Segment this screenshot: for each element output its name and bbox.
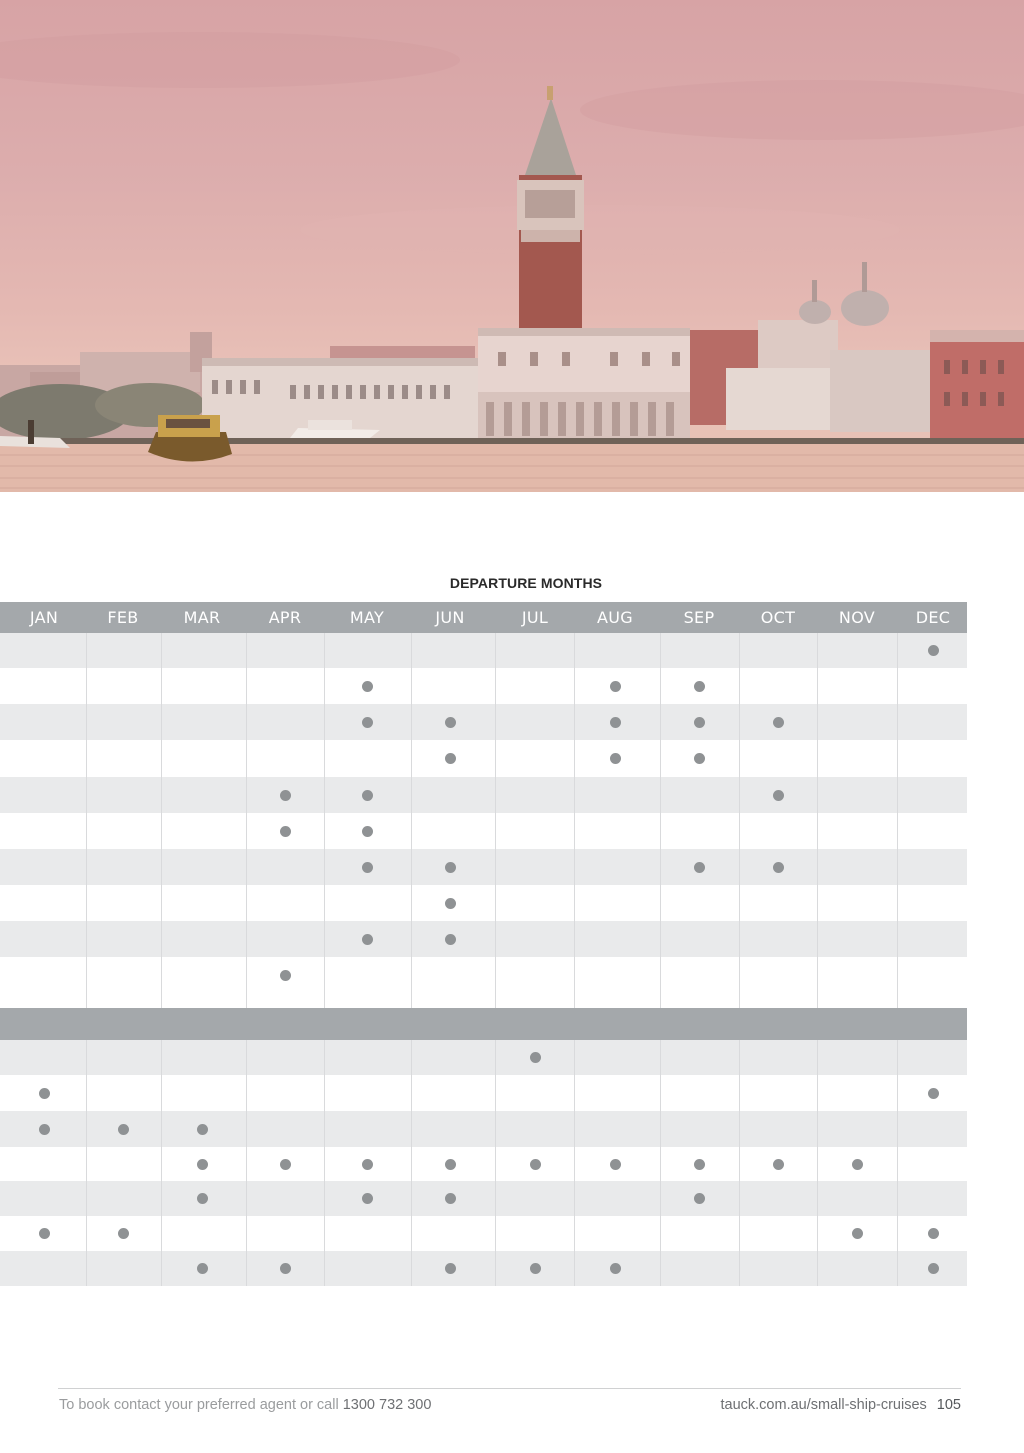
column-divider xyxy=(411,633,412,1008)
departure-dot-mar xyxy=(197,1263,208,1274)
column-divider xyxy=(495,633,496,1008)
departure-dot-jul xyxy=(530,1052,541,1063)
month-header-nov: NOV xyxy=(838,608,876,627)
departure-dot-mar xyxy=(197,1159,208,1170)
website-link[interactable]: tauck.com.au/small-ship-cruises xyxy=(720,1397,927,1413)
departure-dot-sep xyxy=(694,681,705,692)
departure-dot-nov xyxy=(852,1228,863,1239)
departure-dot-may xyxy=(362,826,373,837)
departure-dot-feb xyxy=(118,1228,129,1239)
departure-dot-jan xyxy=(39,1124,50,1135)
phone-number[interactable]: 1300 732 300 xyxy=(342,1397,432,1413)
schedule-group2-row xyxy=(0,1251,967,1286)
departure-dot-nov xyxy=(852,1159,863,1170)
departure-dot-mar xyxy=(197,1124,208,1135)
departure-dot-apr xyxy=(280,1159,291,1170)
departure-dot-jul xyxy=(530,1159,541,1170)
month-header-jun: JUN xyxy=(435,608,465,627)
departure-dot-jun xyxy=(445,717,456,728)
schedule-group2-row xyxy=(0,1147,967,1181)
departure-dot-dec xyxy=(928,645,939,656)
departure-dot-apr xyxy=(280,790,291,801)
column-divider xyxy=(161,1040,162,1286)
schedule-group1-row xyxy=(0,633,967,668)
schedule-group1-row xyxy=(0,849,967,885)
departure-dot-oct xyxy=(773,717,784,728)
hero-photo xyxy=(0,0,1024,492)
schedule-group1-row xyxy=(0,957,967,1008)
departure-dot-feb xyxy=(118,1124,129,1135)
departure-dot-apr xyxy=(280,826,291,837)
column-divider xyxy=(324,633,325,1008)
month-header-aug: AUG xyxy=(597,608,633,627)
departure-dot-aug xyxy=(610,1263,621,1274)
month-header-may: MAY xyxy=(349,608,385,627)
schedule-group2-row xyxy=(0,1040,967,1075)
column-divider xyxy=(86,633,87,1008)
column-divider xyxy=(324,1040,325,1286)
departure-dot-aug xyxy=(610,753,621,764)
schedule-group1-row xyxy=(0,668,967,704)
departure-dot-aug xyxy=(610,681,621,692)
column-divider xyxy=(739,1040,740,1286)
schedule-group2-row xyxy=(0,1075,967,1111)
departure-dot-may xyxy=(362,862,373,873)
month-header-sep: SEP xyxy=(683,608,715,627)
schedule-group2-row xyxy=(0,1111,967,1147)
section-divider-bar xyxy=(0,1008,967,1040)
departure-dot-aug xyxy=(610,1159,621,1170)
departure-dot-jun xyxy=(445,934,456,945)
departure-dot-may xyxy=(362,681,373,692)
departure-dot-sep xyxy=(694,753,705,764)
month-header-jul: JUL xyxy=(521,608,549,627)
departure-dot-apr xyxy=(280,1263,291,1274)
month-header-jan: JAN xyxy=(29,608,59,627)
schedule-group1-row xyxy=(0,704,967,740)
schedule-group1-row xyxy=(0,813,967,849)
schedule-group1-row xyxy=(0,885,967,921)
departure-dot-jun xyxy=(445,862,456,873)
month-header-row xyxy=(0,602,967,633)
schedule-group1-row xyxy=(0,921,967,957)
page-number: 105 xyxy=(936,1397,961,1413)
month-header-mar: MAR xyxy=(183,608,221,627)
column-divider xyxy=(495,1040,496,1286)
column-divider xyxy=(817,633,818,1008)
departure-dot-may xyxy=(362,790,373,801)
departure-dot-jun xyxy=(445,1159,456,1170)
booking-contact-text: To book contact your preferred agent or call xyxy=(59,1397,343,1413)
month-header-feb: FEB xyxy=(107,608,139,627)
departure-dot-sep xyxy=(694,862,705,873)
column-divider xyxy=(897,633,898,1008)
departure-dot-sep xyxy=(694,1193,705,1204)
column-divider xyxy=(574,1040,575,1286)
departure-dot-jun xyxy=(445,1263,456,1274)
departure-dot-dec xyxy=(928,1263,939,1274)
departure-dot-mar xyxy=(197,1193,208,1204)
departure-dot-sep xyxy=(694,717,705,728)
month-header-apr: APR xyxy=(268,608,302,627)
column-divider xyxy=(161,633,162,1008)
month-header-oct: OCT xyxy=(760,608,796,627)
departure-dot-dec xyxy=(928,1088,939,1099)
column-divider xyxy=(246,633,247,1008)
column-divider xyxy=(897,1040,898,1286)
departure-dot-may xyxy=(362,717,373,728)
departure-dot-may xyxy=(362,1159,373,1170)
departure-months-title: DEPARTURE MONTHS xyxy=(449,575,603,591)
column-divider xyxy=(86,1040,87,1286)
departure-dot-dec xyxy=(928,1228,939,1239)
departure-dot-jun xyxy=(445,898,456,909)
column-divider xyxy=(660,1040,661,1286)
month-header-dec: DEC xyxy=(915,608,951,627)
column-divider xyxy=(660,633,661,1008)
departure-dot-may xyxy=(362,934,373,945)
departure-dot-jan xyxy=(39,1088,50,1099)
schedule-group2-row xyxy=(0,1181,967,1216)
departure-dot-apr xyxy=(280,970,291,981)
venice-skyline-illustration xyxy=(0,0,1024,492)
departure-dot-may xyxy=(362,1193,373,1204)
column-divider xyxy=(411,1040,412,1286)
schedule-group1-row xyxy=(0,777,967,813)
departure-dot-oct xyxy=(773,1159,784,1170)
footer-website-block xyxy=(721,1397,962,1413)
column-divider xyxy=(574,633,575,1008)
footer-divider xyxy=(58,1388,961,1389)
departure-dot-jan xyxy=(39,1228,50,1239)
departure-dot-jul xyxy=(530,1263,541,1274)
column-divider xyxy=(739,633,740,1008)
schedule-group2-row xyxy=(0,1216,967,1251)
departure-dot-oct xyxy=(773,862,784,873)
departure-dot-oct xyxy=(773,790,784,801)
departure-dot-jun xyxy=(445,1193,456,1204)
departure-dot-aug xyxy=(610,717,621,728)
column-divider xyxy=(246,1040,247,1286)
schedule-group1-row xyxy=(0,740,967,777)
column-divider xyxy=(817,1040,818,1286)
departure-dot-sep xyxy=(694,1159,705,1170)
departure-dot-jun xyxy=(445,753,456,764)
booking-contact xyxy=(59,1397,431,1413)
